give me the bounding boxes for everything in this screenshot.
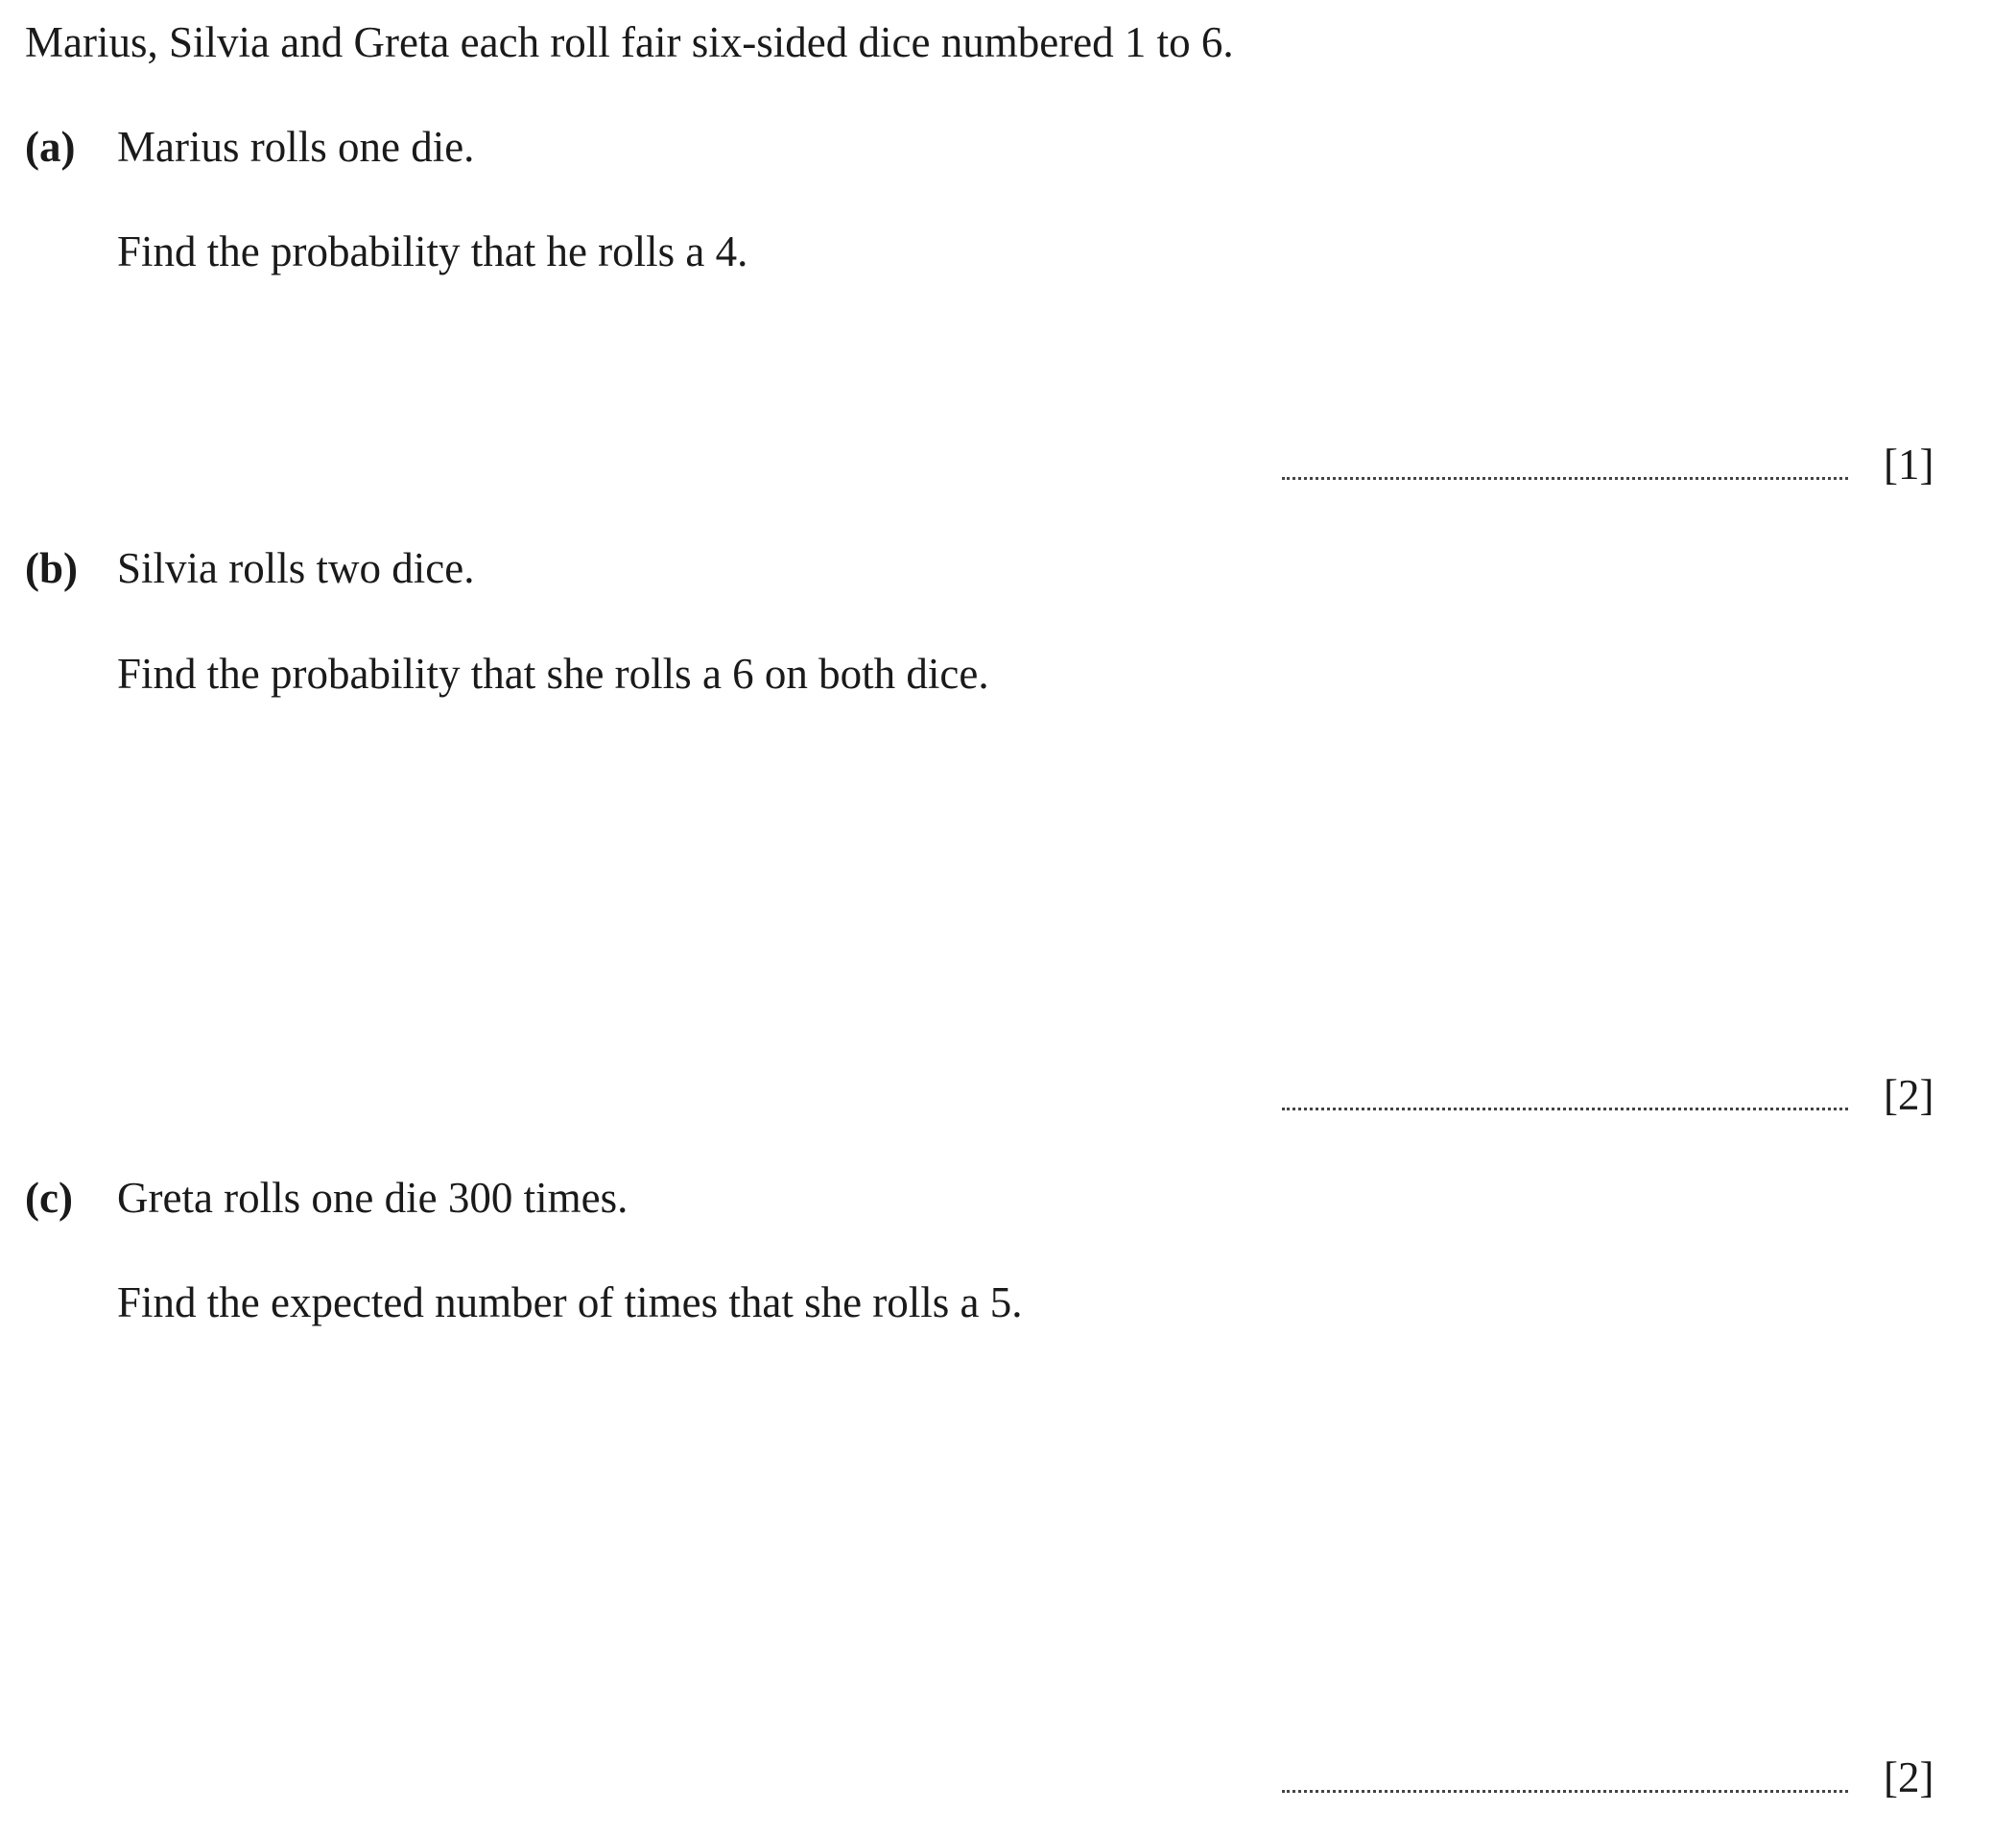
part-a-marks: [1]: [1884, 441, 1934, 489]
part-c-instruction: Find the expected number of times that she rolls a 5.: [117, 1278, 1023, 1326]
part-b-instruction: Find the probability that she rolls a 6 on both dice.: [117, 650, 989, 698]
part-a-statement: Marius rolls one die.: [117, 123, 475, 171]
part-a-instruction: Find the probability that he rolls a 4.: [117, 227, 748, 275]
part-a-answer-line[interactable]: [1282, 477, 1848, 480]
part-a-label: (a): [25, 123, 76, 171]
part-b-label: (b): [25, 544, 78, 592]
part-b-answer-line[interactable]: [1282, 1108, 1848, 1110]
part-c-answer-line[interactable]: [1282, 1790, 1848, 1793]
part-b-statement: Silvia rolls two dice.: [117, 544, 475, 592]
part-c-label: (c): [25, 1174, 73, 1222]
part-b-marks: [2]: [1884, 1071, 1934, 1119]
part-c-statement: Greta rolls one die 300 times.: [117, 1174, 629, 1222]
question-intro: Marius, Silvia and Greta each roll fair six-sided dice numbered 1 to 6.: [25, 18, 1234, 66]
part-c-marks: [2]: [1884, 1753, 1934, 1801]
